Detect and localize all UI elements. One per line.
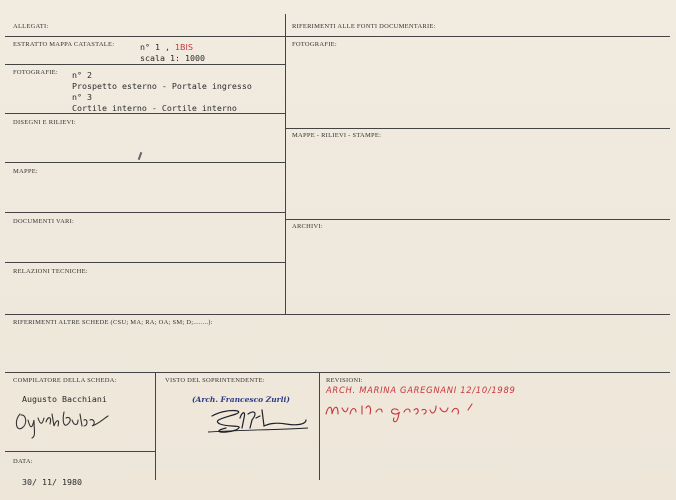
mappe-label: MAPPE: [13,168,38,175]
rule [5,212,285,213]
estratto-mappa-label: ESTRATTO MAPPA CATASTALE: [13,41,115,48]
estratto-number [140,42,193,52]
revisioni-signature [322,398,492,424]
rule [5,451,155,452]
compilatore-name: Augusto Bacchiani [22,394,107,404]
compilatore-label: COMPILATORE DELLA SCHEDA: [13,377,117,384]
estratto-number-prefix: n° 1 , [140,42,175,52]
riferimenti-fonti-label: RIFERIMENTI ALLE FONTI DOCUMENTARIE: [292,23,436,30]
mappe-rilievi-stampe-label: MAPPE - RILIEVI - STAMPE: [292,132,382,139]
pencil-mark [138,152,143,160]
soprintendente-stamp: (Arch. Francesco Zurli) [192,395,290,404]
fotografie-line: n° 3 [72,92,92,102]
compilatore-signature [12,406,122,436]
fotografie-line: n° 2 [72,70,92,80]
allegati-label: ALLEGATI: [13,23,49,30]
fotografie-label: FOTOGRAFIE: [13,69,58,76]
rule [5,64,285,65]
rule [286,128,670,129]
disegni-rilievi-label: DISEGNI E RILIEVI: [13,119,76,126]
rule [286,219,670,220]
estratto-scala: scala 1: 1000 [140,53,205,63]
rule [319,372,320,480]
rule [285,14,286,314]
rule [5,262,285,263]
fotografie-right-label: FOTOGRAFIE: [292,41,337,48]
data-label: DATA: [13,458,33,465]
fotografie-line: Cortile interno - Cortile interno [72,103,237,113]
fotografie-line: Prospetto esterno - Portale ingresso [72,81,252,91]
archivi-label: ARCHIVI: [292,223,323,230]
rule [5,36,670,37]
estratto-number-handwritten: 1BIS [174,43,193,52]
altre-schede-label: RIFERIMENTI ALTRE SCHEDE (CSU; MA; RA; OA; SM; D;........): [13,319,213,326]
visto-soprintendente-label: VISTO DEL SOPRINTENDENTE: [165,377,265,384]
rule [5,372,670,373]
revisioni-entry: ARCH. MARINA GAREGNANI 12/10/1989 [326,385,516,395]
documenti-vari-label: DOCUMENTI VARI: [13,218,75,225]
relazioni-tecniche-label: RELAZIONI TECNICHE: [13,268,88,275]
rule [5,162,285,163]
rule [5,113,285,114]
rule [155,372,156,480]
rule [5,314,670,315]
revisioni-label: REVISIONI: [326,377,363,384]
data-value: 30/ 11/ 1980 [22,477,82,487]
soprintendente-signature [206,404,316,436]
